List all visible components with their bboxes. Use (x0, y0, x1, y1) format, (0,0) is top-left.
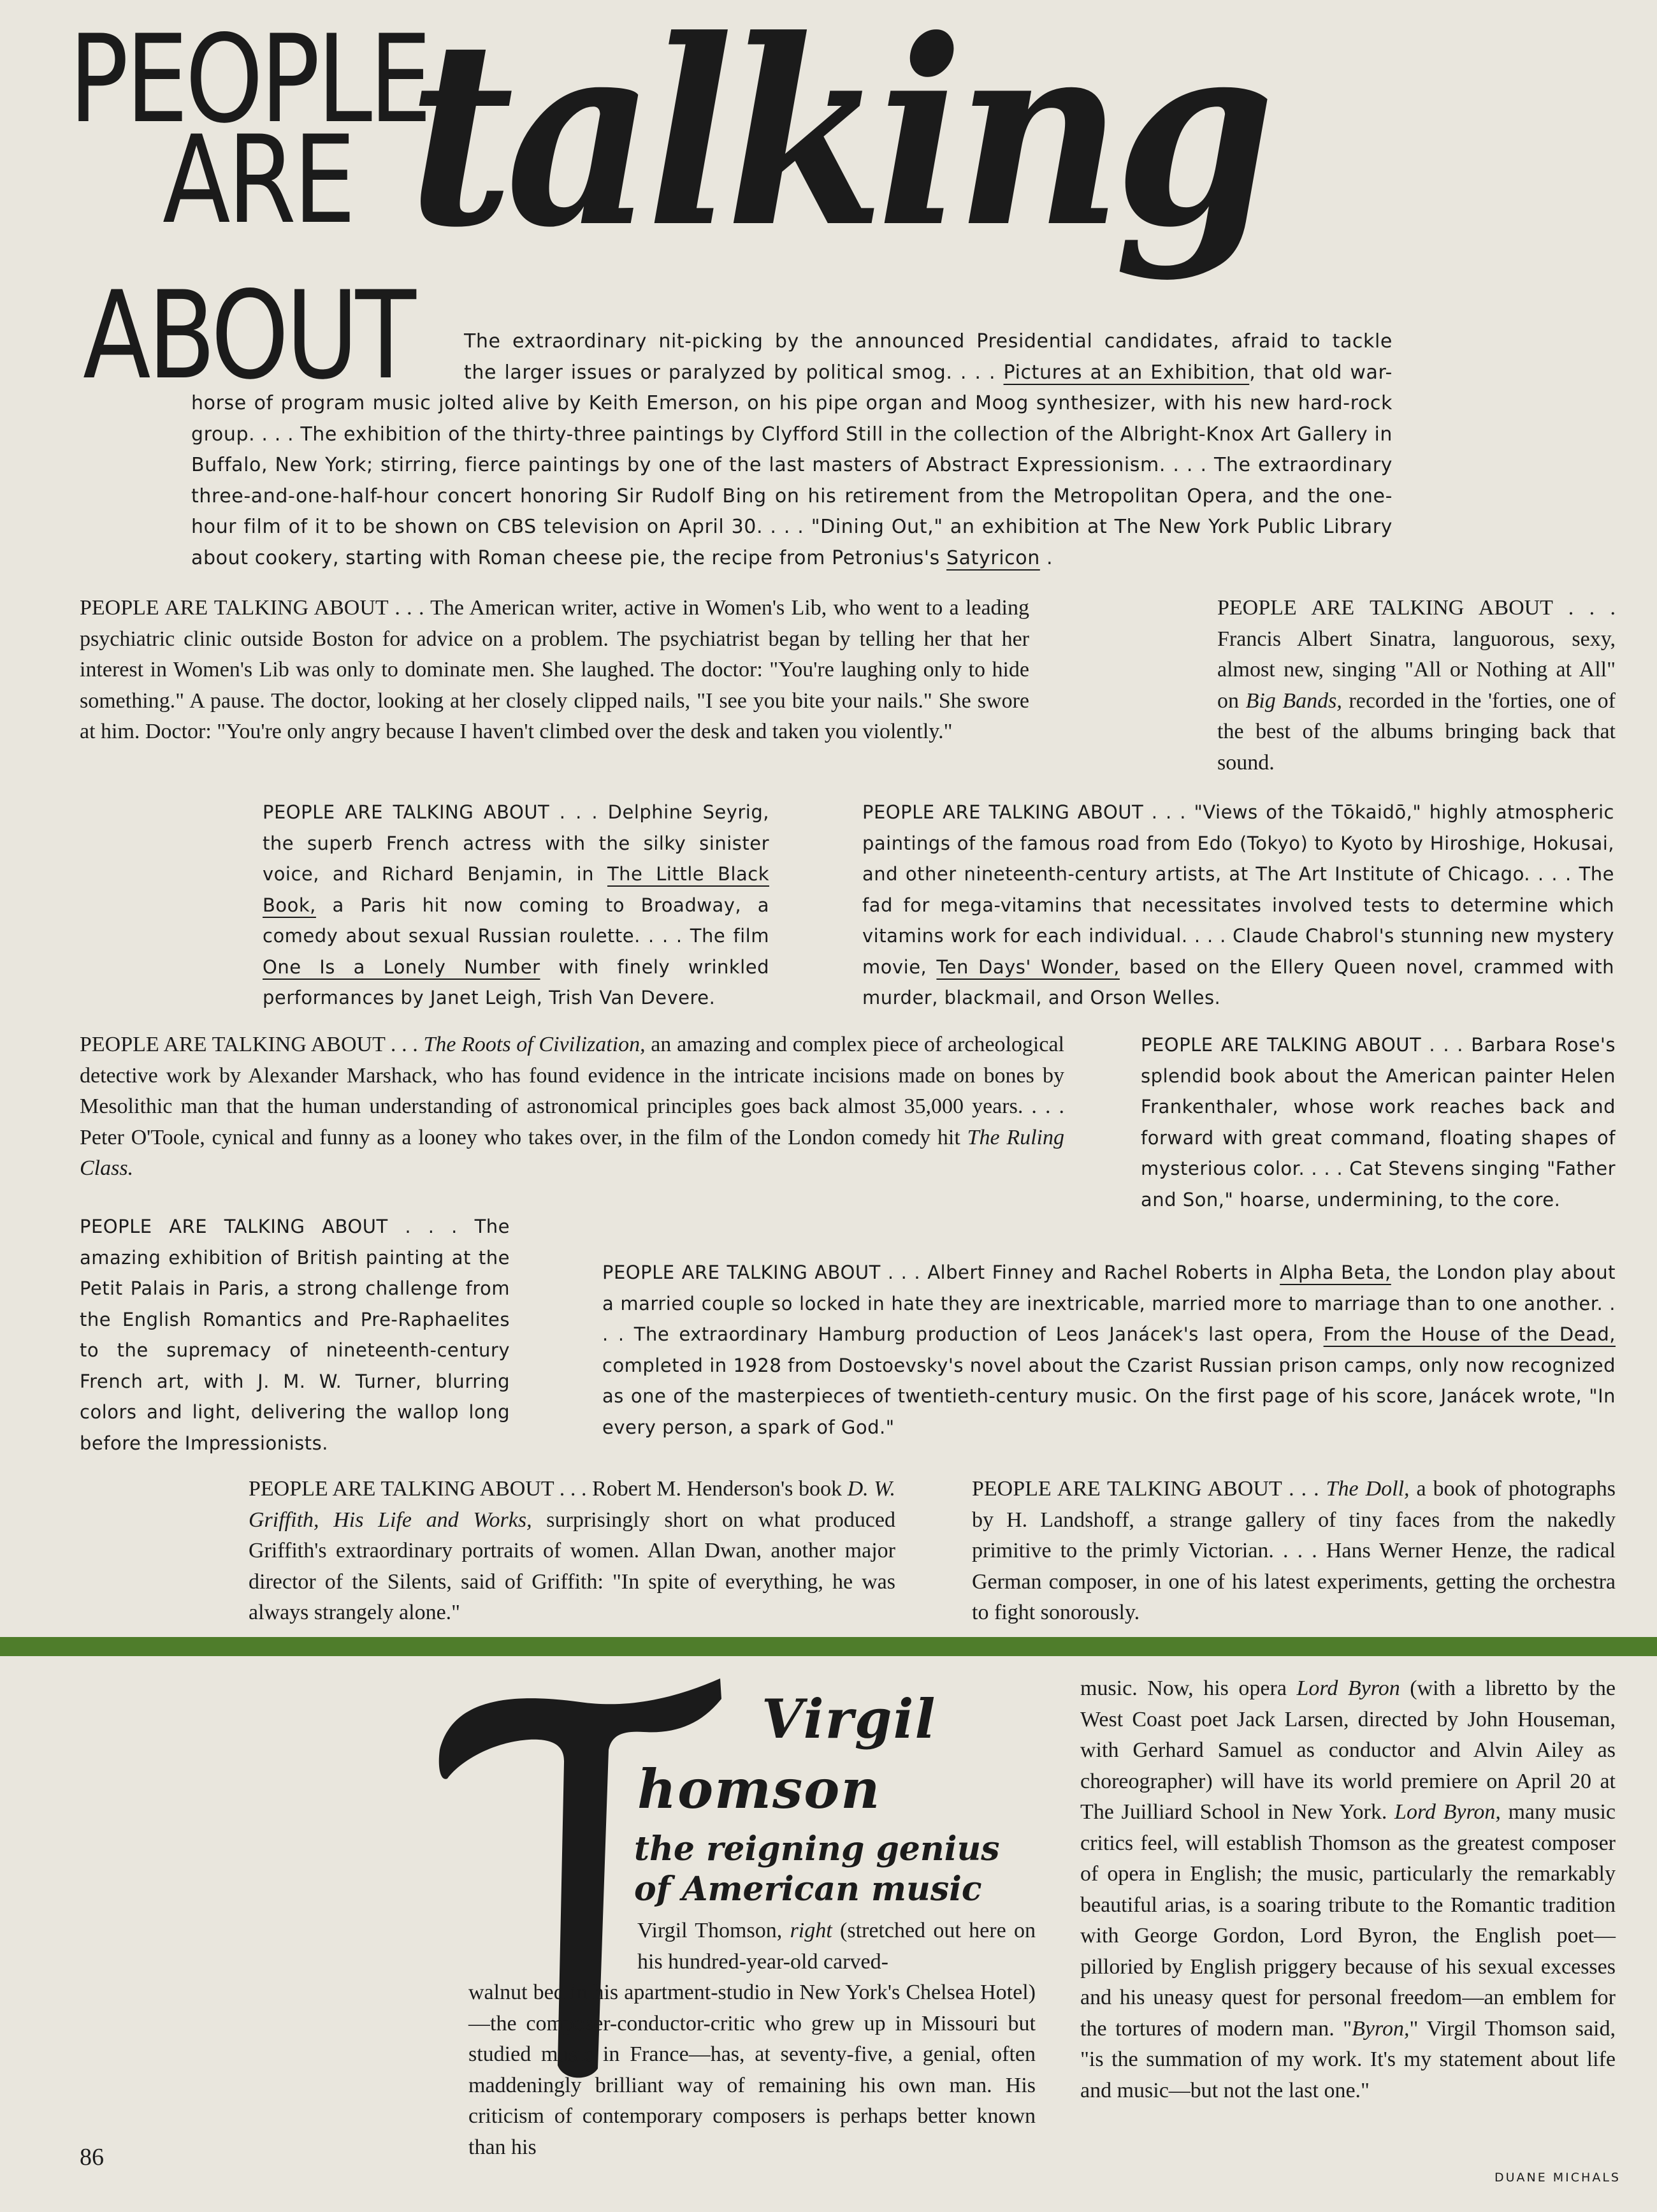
item-doll-text: PEOPLE ARE TALKING ABOUT . . . (972, 1477, 1326, 1501)
intro-title-satyricon: Satyricon (946, 546, 1040, 569)
item-finney-title-2: From the House of the Dead, (1323, 1323, 1616, 1345)
item-roots-text: PEOPLE ARE TALKING ABOUT . . . (80, 1033, 424, 1056)
feature-left-col (468, 1977, 1036, 2163)
feature-heading-thomson: homson (637, 1757, 881, 1821)
intro-line-1: The extraordinary nit-picking by the announced Presidential candidates, afraid to tackle (464, 330, 1393, 353)
intro-body: horse of program music jolted alive by Keith Emerson, on his pipe organ and Moog synthesizer, with his new hard-rock group. . . . The exhibition of the thirty-three paintings by Clyfford Still in the collection of the Albright-Knox Art Gallery in Buffalo, New York; stirring, fierce paintings by one of the last masters of Abstract Expressionism. . . . The extraordinary three-and-one-half-hour concert honoring Sir Rudolf Bing on his retirement from the Metropolitan Opera, and the one-hour film of it to be shown on CBS television on April 30. . . . "Dining Out," an exhibition at The New York Public Library about cookery, starting with Roman cheese pie, the recipe from Petronius's (191, 392, 1393, 569)
item-seyrig-text: PEOPLE ARE TALKING ABOUT . . . Delphine Seyrig, the superb French actress with the silky sinister voice, and Richard Benjamin, in (263, 801, 769, 885)
photo-credit: DUANE MICHALS (1494, 2171, 1621, 2185)
intro-line-2-end: , that old war- (1249, 361, 1393, 384)
item-finney-title-1: Alpha Beta, (1280, 1262, 1391, 1283)
intro-line-2: the larger issues or paralyzed by political smog. . . . (464, 361, 1004, 384)
item-rose (1141, 1030, 1616, 1215)
item-sinatra-text-2: recorded in the 'forties, one of the best of the albums bringing back that sound. (1217, 688, 1616, 775)
feature-right-col (1080, 1673, 1616, 2106)
feature-right-byron: Byron, (1352, 2016, 1410, 2041)
feature-subhead-1: the reigning genius (634, 1830, 1000, 1868)
title-talking: talking (408, 0, 1267, 284)
item-roots-text-2: an amazing and complex piece of archeological detective work by Alexander Marshack, who has found evidence in the intricate incisions made on bones by Mesolithic man that the human understanding of astronomical principles goes back almost 35,000 years. . . . Peter O'Toole, cynical and funny as a looney who takes over, in the film of the London comedy hit (80, 1033, 1064, 1149)
feature-subhead-2: of American music (634, 1870, 982, 1909)
feature-right-text-2: (with a libretto by the West Coast poet Jack Larsen, directed by John Houseman, with Gerhard Samuel as conductor and Alvin Ailey as choreographer) will have its world premiere on April 20 at The Juilliard School in New York. (1080, 1677, 1616, 1824)
item-doll-text-2: a book of photographs by H. Landshoff, a strange gallery of tiny faces from the nakedly primitive to the primly Victorian. . . . Hans Werner Henze, the radical German composer, in one of his latest experiments, getting the orchestra to fight sonorously. (972, 1477, 1616, 1624)
green-divider (0, 1637, 1657, 1656)
item-british-text: PEOPLE ARE TALKING ABOUT . . . The amazing exhibition of British painting at the Petit Palais in Paris, a strong challenge from the English Romantics and Pre-Raphaelites to the supremacy of nineteenth-century French art, with J. M. W. Turner, blurring colors and light, delivering the wallop long before the Impressionists. (80, 1216, 510, 1454)
feature-right-text-3: many music critics feel, will establish Thomson as the greatest composer of opera in English; the music, particularly the remarkably beautiful arias, is a soaring tribute to the Romantic tradition with George Gordon, Lord Byron, the English poet—pilloried by English priggery because of his sexual excesses and his uneasy quest for personal freedom—an emblem for the tortures of modern man. " (1080, 1800, 1616, 2041)
item-seyrig-title-2: One Is a Lonely Number (263, 956, 540, 978)
feature-right-text: music. Now, his opera (1080, 1677, 1297, 1700)
item-seyrig (263, 797, 769, 1014)
item-sinatra-text: PEOPLE ARE TALKING ABOUT . . . Francis Albert Sinatra, languorous, sexy, almost new, singing "All or Nothing at All" on (1217, 596, 1616, 713)
intro-end: . (1039, 546, 1053, 569)
feature-heading-virgil: Virgil (762, 1687, 937, 1750)
item-tokaido-text: PEOPLE ARE TALKING ABOUT . . . "Views of the Tōkaidō," highly atmospheric paintings of the famous road from Edo (Tokyo) to Kyoto by Hiroshige, Hokusai, and other nineteenth-century artists, at The Art Institute of Chicago. . . . The fad for mega-vitamins that necessitates involved tests to determine which vitamins work for each individual. . . . Claude Chabrol's stunning new mystery movie, (862, 801, 1614, 978)
item-sinatra (1217, 593, 1616, 778)
item-seyrig-text-3: with finely wrinkled performances by Janet Leigh, Trish Van Devere. (263, 956, 769, 1008)
item-doll-title: The Doll, (1326, 1477, 1410, 1501)
feature-left-text: Virgil Thomson, (637, 1919, 790, 1942)
item-womens-lib-text: PEOPLE ARE TALKING ABOUT . . . The American writer, active in Women's Lib, who went to a leading psychiatric clinic outside Boston for advice on a problem. The psychiatrist began by telling her that her interest in Women's Lib was only to dominate men. She laughed. The doctor: "You're laughing only to hide something." A pause. The doctor, looking at her closely clipped nails, "I see you bite your nails." She swore at him. Doctor: "You're only angry because I haven't climbed over the desk and taken you violently." (80, 596, 1029, 743)
item-roots (80, 1030, 1064, 1184)
title-about: ABOUT (83, 265, 413, 406)
item-sinatra-album: Big Bands, (1245, 688, 1342, 713)
page-number: 86 (80, 2144, 104, 2171)
feature-right-title-2: Lord Byron, (1394, 1800, 1501, 1824)
item-british (80, 1211, 510, 1459)
item-seyrig-title-1: The Little Black Book, (263, 863, 769, 916)
item-tokaido-text-2: based on the Ellery Queen novel, crammed with murder, blackmail, and Orson Welles. (862, 956, 1615, 1008)
item-tokaido (862, 797, 1614, 1014)
item-womens-lib (80, 593, 1029, 748)
item-tokaido-title: Ten Days' Wonder, (936, 956, 1120, 978)
feature-right-title: Lord Byron (1296, 1677, 1400, 1700)
intro-paragraph (191, 326, 1393, 574)
item-finney-text-3: completed in 1928 from Dostoevsky's novel about the Czarist Russian prison camps, only now recognized as one of the masterpieces of twentieth-century music. On the first page of his score, Janácek wrote, "In every person, a spark of God." (602, 1354, 1616, 1438)
item-finney-text: PEOPLE ARE TALKING ABOUT . . . Albert Finney and Rachel Roberts in (602, 1262, 1280, 1283)
item-doll (972, 1474, 1616, 1629)
title-people: PEOPLE (69, 9, 429, 150)
item-griffith (249, 1474, 895, 1629)
feature-left-text-2: (stretched out here on his hundred-year-old carved- (637, 1919, 1036, 1974)
feature-left-right: right (790, 1919, 832, 1942)
item-roots-title-2: The Ruling Class. (80, 1125, 1064, 1180)
item-griffith-title: D. W. Griffith, His Life and Works, (249, 1477, 895, 1532)
title-are: ARE (163, 110, 353, 251)
item-roots-title: The Roots of Civilization, (423, 1033, 646, 1056)
feature-left-col-top (637, 1916, 1036, 1977)
item-finney (602, 1257, 1616, 1443)
intro-title-pictures: Pictures at an Exhibition (1003, 361, 1250, 384)
item-rose-text: PEOPLE ARE TALKING ABOUT . . . Barbara Rose's splendid book about the American painter Helen Frankenthaler, whose work reaches back and forward with great command, floating shapes of mysterious color. . . . Cat Stevens singing "Father and Son," hoarse, undermining, to the core. (1141, 1034, 1616, 1211)
feature-right-text-4: " Virgil Thomson said, "is the summation of my work. It's my statement about life and music—but not the last one." (1080, 2016, 1616, 2102)
item-seyrig-text-2: a Paris hit now coming to Broadway, a comedy about sexual Russian roulette. . . . The film (263, 894, 769, 947)
item-finney-text-2: the London play about a married couple so locked in hate they are inextricable, married more to marriage than to one another. . . . The extraordinary Hamburg production of Leos Janácek's last opera, (602, 1262, 1616, 1345)
item-griffith-text-2: surprisingly short on what produced Griffith's extraordinary portraits of women. Allan Dwan, another major director of the Silents, said of Griffith: "In spite of everything, he was always strangely alone." (249, 1508, 895, 1624)
item-griffith-text: PEOPLE ARE TALKING ABOUT . . . Robert M. Henderson's book (249, 1477, 848, 1501)
feature-left-text-3: walnut bed in his apartment-studio in New York's Chelsea Hotel)—the composer-conductor-critic who grew up in Missouri but studied music in France—has, at seventy-five, a genial, often maddeningly brilliant way of remaining his own man. His criticism of contemporary composers is perhaps better known than his (468, 1981, 1036, 2159)
